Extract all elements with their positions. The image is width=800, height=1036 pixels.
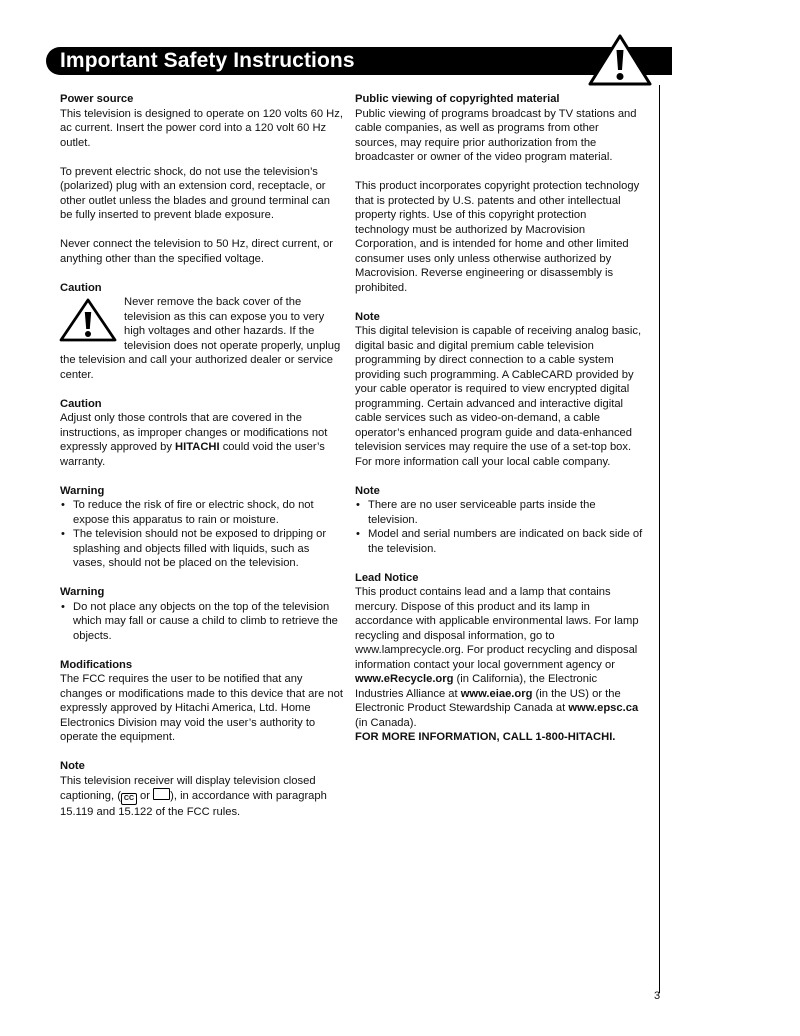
text-run: (in California), the Electronic Industries Alliance at	[355, 673, 598, 700]
lead-notice-section	[355, 571, 643, 745]
warning-section	[60, 484, 344, 571]
paragraph: The FCC requires the user to be notified that any changes or modifications made to this device that are not expressly approved by Hitachi America, Ltd. Home Electronics Division may void the user’s authority to operate the equipment.	[60, 673, 343, 743]
section-heading: Public viewing of copyrighted material	[355, 93, 560, 105]
link-erecycle[interactable]: www.eRecycle.org	[355, 673, 454, 685]
title-bar	[46, 47, 672, 75]
link-eiae[interactable]: www.eiae.org	[460, 687, 533, 700]
list-item: • Model and serial numbers are indicated on back side of the television.	[355, 527, 643, 556]
page-number: 3	[654, 990, 661, 1002]
section-heading: Caution	[60, 281, 102, 294]
section-heading: Power source	[60, 93, 134, 105]
section-heading: Modifications	[60, 658, 133, 671]
section-heading: Warning	[60, 484, 105, 497]
text-run: could void the user’s warranty.	[60, 441, 325, 468]
note-section	[60, 759, 344, 820]
caution-controls-section	[60, 397, 344, 470]
text-run: This product contains lead and a lamp that contains mercury. Dispose of this product and its lamp in accordance with applicable environmental laws. For lamp recycling and disposal information, go to www.lamprecycle.org. For product recycling and disposal information contact your local government agency or	[355, 586, 639, 671]
bullet-list	[60, 600, 344, 644]
section-heading: Note	[60, 760, 85, 772]
power-source-section	[60, 92, 344, 266]
paragraph: This product incorporates copyright protection technology that is protected by U.S. patents and other intellectual property rights. Use of this copyright protection technology must be authorized by Macrovision Corporation, and is intended for home and other limited consumer uses only unless otherwise authorized by Macrovision. Reverse engineering or disassembly is prohibited.	[355, 180, 640, 294]
right-column	[355, 92, 643, 759]
section-heading: Lead Notice	[355, 571, 419, 584]
bullet-list	[60, 498, 344, 571]
brand-name: HITACHI	[175, 441, 220, 453]
paragraph: To prevent electric shock, do not use the television’s (polarized) plug with an extension cord, receptacle, or other outlet unless the blades and ground terminal can be fully inserted to prevent blade exposure.	[60, 165, 330, 221]
list-item: • There are no user serviceable parts inside the television.	[355, 498, 643, 527]
text-run: Adjust only those controls that are covered in the instructions, as improper changes or modifications not expressly approved by	[60, 412, 328, 453]
lead-notice-text	[355, 585, 643, 730]
list-item: • To reduce the risk of fire or electric shock, do not expose this apparatus to rain or moisture.	[60, 498, 344, 527]
paragraph: This digital television is capable of receiving analog basic, digital basic and digital premium cable television programming by direct connection to a cable system providing such programming. A CableCARD provided by your cable operator is required to view encrypted digital programming. Certain advanced and interactive digital cable services such as video-on-demand, a cable operator’s enhanced program guide and data-enhanced television services may require the use of a set-top box. For more information call your local cable company.	[355, 325, 642, 468]
closed-caption-icon: CC	[121, 793, 137, 805]
list-item: • Do not place any objects on the top of the television which may fall or cause a child to climb to retrieve the objects.	[60, 600, 344, 644]
text-run: ), in accordance with paragraph 15.119 and 15.122 of the FCC rules.	[60, 790, 327, 818]
warning-section	[60, 585, 344, 643]
page-title: Important Safety Instructions	[60, 49, 355, 72]
text-run: (in Canada).	[355, 716, 417, 729]
caution-controls-text	[60, 411, 344, 469]
bullet-list	[355, 498, 643, 556]
contact-line: FOR MORE INFORMATION, CALL 1-800-HITACHI.	[355, 731, 616, 743]
section-heading: Caution	[60, 397, 102, 410]
paragraph: This television is designed to operate on 120 volts 60 Hz, ac current. Insert the power cord into a 120 volt 60 Hz outlet.	[60, 107, 343, 149]
paragraph: Never connect the television to 50 Hz, direct current, or anything other than the specified voltage.	[60, 238, 333, 265]
caption-box-icon	[153, 788, 170, 800]
text-run: (in the US) or the Electronic Product Stewardship Canada at	[355, 687, 621, 714]
paragraph: Public viewing of programs broadcast by TV stations and cable companies, as well as programs from other sources, may require prior authorization from the broadcaster or owner of the video program material.	[355, 107, 637, 163]
text-run: or	[136, 790, 154, 802]
note-section	[355, 310, 643, 470]
link-epsc[interactable]: www.epsc.ca	[568, 702, 639, 714]
text-run: This television receiver will display television closed captioning, (	[60, 774, 316, 802]
caution-body: Never remove the back cover of the television as this can expose you to very high voltages and other hazards. If the television does not operate properly, unplug the television and call your authorized dealer or service center.	[60, 296, 341, 381]
warning-triangle-icon	[587, 33, 653, 87]
note-section	[355, 484, 643, 557]
section-heading: Note	[355, 484, 380, 497]
left-column	[60, 92, 344, 834]
public-viewing-section	[355, 92, 643, 295]
caution-section	[60, 281, 344, 383]
modifications-section	[60, 658, 344, 745]
caution-text	[60, 295, 344, 382]
section-heading: Warning	[60, 586, 105, 598]
closed-caption-text	[60, 774, 344, 820]
list-item: • The television should not be exposed to dripping or splashing and objects filled with liquids, such as vases, should not be placed on the television.	[60, 527, 344, 571]
section-heading: Note	[355, 310, 380, 323]
vertical-rule	[659, 85, 660, 993]
warning-triangle-icon	[58, 297, 118, 343]
